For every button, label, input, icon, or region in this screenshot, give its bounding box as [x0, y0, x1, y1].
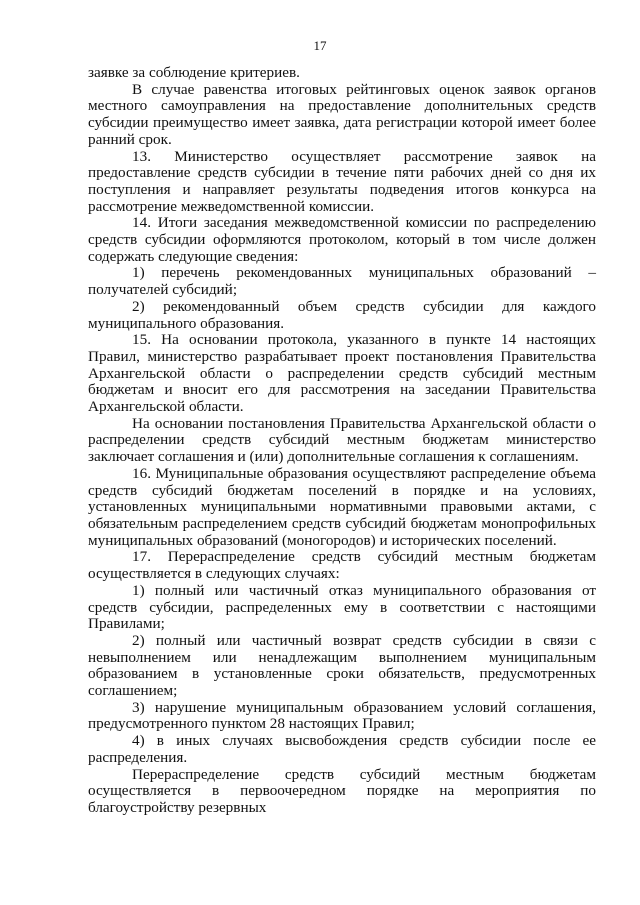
page-number: 17 [313, 38, 327, 53]
paragraph-17-item-4: 4) в иных случаях высвобождения средств субсидии после ее распределения. [88, 732, 596, 766]
paragraph-17-item-2: 2) полный или частичный возврат средств субсидии в связи с невыполнением или ненадлежащим выполнением муниципальным образованием в установленные сроки обязательств, предусмотренных соглашением; [88, 631, 596, 700]
paragraph-15-agreements: На основании постановления Правительства Архангельской области о распределении средств субсидий местным бюджетам министерство заключает соглашения и (или) дополнительные соглашения к соглашениям. [88, 414, 596, 466]
paragraph-17-item-1: 1) полный или частичный отказ муниципального образования от средств субсидии, распределенных ему в соответствии с настоящими Правилами; [88, 581, 596, 633]
document-body [88, 65, 596, 817]
paragraph-tie-rule: В случае равенства итоговых рейтинговых оценок заявок органов местного самоуправления на предоставление дополнительных средств субсидии преимущество имеет заявка, дата регистрации которой имеет более ранний срок. [88, 80, 596, 148]
paragraph-17-item-3: 3) нарушение муниципальным образованием условий соглашения, предусмотренного пунктом 28 настоящих Правил; [88, 698, 596, 733]
paragraph-14-item-1: 1) перечень рекомендованных муниципальных образований – получателей субсидий; [88, 264, 596, 299]
paragraph-16: 16. Муниципальные образования осуществляют распределение объема средств субсидий бюджетам поселений в порядке и на условиях, установленных муниципальными нормативными правовыми актами, с обязательным распределением средств субсидий бюджетам монопрофильных муниципальных образований (моногородов) и исторических поселений. [88, 464, 596, 549]
paragraph-14-item-2: 2) рекомендованный объем средств субсидии для каждого муниципального образования. [88, 297, 596, 332]
paragraph-17: 17. Перераспределение средств субсидий местным бюджетам осуществляется в следующих случаях: [88, 548, 596, 583]
paragraph-15: 15. На основании протокола, указанного в пункте 14 настоящих Правил, министерство разрабатывает проект постановления Правительства Архангельской области о распределении средств субсидий местным бюджетам и вносит его для рассмотрения на заседании Правительства Архангельской области. [88, 331, 596, 416]
paragraph-redistribution: Перераспределение средств субсидий местным бюджетам осуществляется в первоочередном порядке на мероприятия по благоустройству резервных [88, 765, 596, 816]
paragraph-14: 14. Итоги заседания межведомственной комиссии по распределению средств субсидии оформляются протоколом, который в том числе должен содержать следующие сведения: [88, 214, 596, 265]
paragraph-13: 13. Министерство осуществляет рассмотрение заявок на предоставление средств субсидии в течение пяти рабочих дней со дня их поступления и направляет результаты подведения итогов конкурса на рассмотрение межведомственной комиссии. [88, 147, 596, 215]
paragraph-continuation: заявке за соблюдение критериев. [88, 64, 300, 81]
